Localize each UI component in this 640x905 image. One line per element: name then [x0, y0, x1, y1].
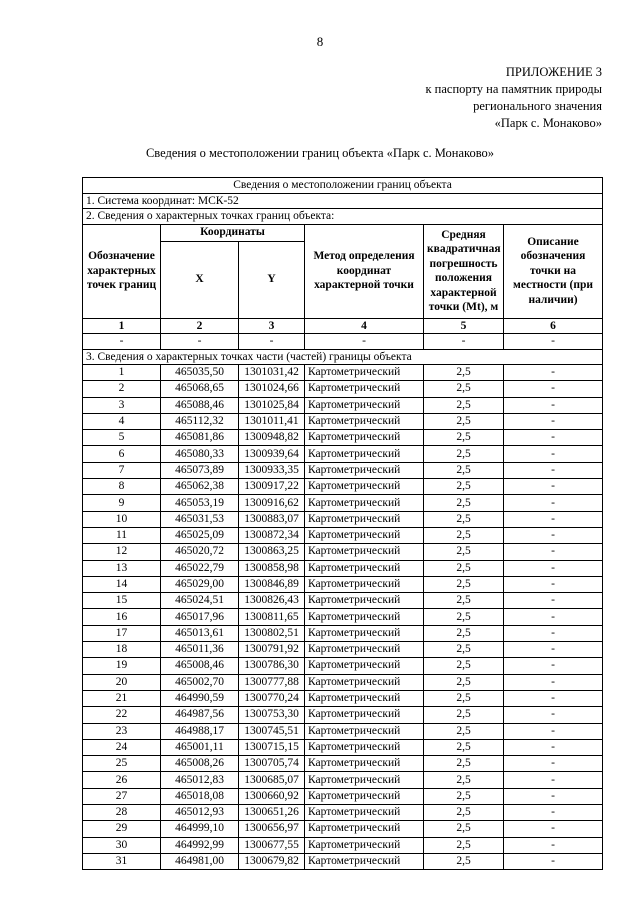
y-coordinate-cell: 1300948,82 — [239, 430, 305, 446]
y-coordinate-cell: 1300916,62 — [239, 495, 305, 511]
method-cell: Картометрический — [305, 658, 424, 674]
error-value-cell: 2,5 — [424, 772, 504, 788]
description-cell: - — [504, 772, 603, 788]
y-coordinate-cell: 1300685,07 — [239, 772, 305, 788]
description-cell: - — [504, 690, 603, 706]
error-value-cell: 2,5 — [424, 739, 504, 755]
y-coordinate-cell: 1300679,82 — [239, 853, 305, 869]
description-cell: - — [504, 413, 603, 429]
table-row — [83, 658, 603, 674]
method-cell: Картометрический — [305, 739, 424, 755]
error-value-cell: 2,5 — [424, 642, 504, 658]
method-cell: Картометрический — [305, 560, 424, 576]
x-coordinate-cell: 465017,96 — [161, 609, 239, 625]
y-coordinate-cell: 1300656,97 — [239, 821, 305, 837]
point-number-cell: 26 — [83, 772, 161, 788]
point-number-cell: 6 — [83, 446, 161, 462]
table-row — [83, 707, 603, 723]
point-number-cell: 14 — [83, 576, 161, 592]
x-coordinate-cell: 464987,56 — [161, 707, 239, 723]
empty-cell: - — [305, 334, 424, 350]
appendix-block — [425, 64, 602, 132]
method-cell: Картометрический — [305, 788, 424, 804]
table-row — [83, 430, 603, 446]
method-cell: Картометрический — [305, 593, 424, 609]
error-value-cell: 2,5 — [424, 658, 504, 674]
error-value-cell: 2,5 — [424, 462, 504, 478]
appendix-line: к паспорту на памятник природы — [425, 82, 602, 96]
table-row — [83, 544, 603, 560]
description-cell: - — [504, 805, 603, 821]
y-coordinate-cell: 1300786,30 — [239, 658, 305, 674]
point-number-cell: 1 — [83, 365, 161, 381]
x-coordinate-cell: 465081,86 — [161, 430, 239, 446]
method-cell: Картометрический — [305, 853, 424, 869]
point-number-cell: 28 — [83, 805, 161, 821]
point-number-cell: 11 — [83, 527, 161, 543]
table-row — [83, 609, 603, 625]
table-row — [83, 805, 603, 821]
error-value-cell: 2,5 — [424, 756, 504, 772]
y-coordinate-cell: 1300705,74 — [239, 756, 305, 772]
x-coordinate-cell: 465002,70 — [161, 674, 239, 690]
table-row — [83, 479, 603, 495]
x-coordinate-cell: 465008,46 — [161, 658, 239, 674]
empty-cell: - — [83, 334, 161, 350]
description-cell: - — [504, 462, 603, 478]
method-cell: Картометрический — [305, 723, 424, 739]
y-coordinate-cell: 1300933,35 — [239, 462, 305, 478]
description-cell: - — [504, 527, 603, 543]
table-row — [83, 788, 603, 804]
error-value-cell: 2,5 — [424, 593, 504, 609]
error-value-cell: 2,5 — [424, 495, 504, 511]
description-cell: - — [504, 560, 603, 576]
table-row — [83, 739, 603, 755]
method-cell: Картометрический — [305, 805, 424, 821]
x-coordinate-cell: 465018,08 — [161, 788, 239, 804]
y-coordinate-cell: 1301011,41 — [239, 413, 305, 429]
y-coordinate-cell: 1300777,88 — [239, 674, 305, 690]
column-number: 1 — [83, 318, 161, 334]
method-cell: Картометрический — [305, 511, 424, 527]
y-coordinate-cell: 1300753,30 — [239, 707, 305, 723]
header-coordinates: Координаты — [161, 224, 305, 241]
x-coordinate-cell: 465024,51 — [161, 593, 239, 609]
error-value-cell: 2,5 — [424, 365, 504, 381]
y-coordinate-cell: 1300770,24 — [239, 690, 305, 706]
y-coordinate-cell: 1300651,26 — [239, 805, 305, 821]
point-number-cell: 25 — [83, 756, 161, 772]
method-cell: Картометрический — [305, 544, 424, 560]
x-coordinate-cell: 465008,26 — [161, 756, 239, 772]
x-coordinate-cell: 464981,00 — [161, 853, 239, 869]
method-cell: Картометрический — [305, 707, 424, 723]
table-row — [83, 674, 603, 690]
y-coordinate-cell: 1300811,65 — [239, 609, 305, 625]
method-cell: Картометрический — [305, 381, 424, 397]
x-coordinate-cell: 465031,53 — [161, 511, 239, 527]
point-number-cell: 2 — [83, 381, 161, 397]
method-cell: Картометрический — [305, 642, 424, 658]
method-cell: Картометрический — [305, 397, 424, 413]
point-number-cell: 15 — [83, 593, 161, 609]
column-number: 5 — [424, 318, 504, 334]
point-number-cell: 19 — [83, 658, 161, 674]
method-cell: Картометрический — [305, 821, 424, 837]
method-cell: Картометрический — [305, 527, 424, 543]
y-coordinate-cell: 1300745,51 — [239, 723, 305, 739]
error-value-cell: 2,5 — [424, 576, 504, 592]
method-cell: Картометрический — [305, 837, 424, 853]
page-number: 8 — [316, 34, 324, 49]
y-coordinate-cell: 1300939,64 — [239, 446, 305, 462]
y-coordinate-cell: 1300791,92 — [239, 642, 305, 658]
error-value-cell: 2,5 — [424, 723, 504, 739]
point-number-cell: 29 — [83, 821, 161, 837]
table-row — [83, 365, 603, 381]
header-x: X — [161, 241, 239, 318]
header-method: Метод определения координат характерной точки — [305, 224, 424, 318]
point-number-cell: 5 — [83, 430, 161, 446]
header-error: Средняя квадратичная погрешность положения характерной точки (Mt), м — [424, 224, 504, 318]
description-cell: - — [504, 609, 603, 625]
table-row — [83, 772, 603, 788]
x-coordinate-cell: 465025,09 — [161, 527, 239, 543]
x-coordinate-cell: 465062,38 — [161, 479, 239, 495]
error-value-cell: 2,5 — [424, 853, 504, 869]
table-row — [83, 381, 603, 397]
section-2-heading: 2. Сведения о характерных точках границ объекта: — [83, 209, 603, 225]
x-coordinate-cell: 465022,79 — [161, 560, 239, 576]
error-value-cell: 2,5 — [424, 625, 504, 641]
section-3-heading: 3. Сведения о характерных точках части (частей) границы объекта — [83, 349, 603, 365]
table-row — [83, 821, 603, 837]
appendix-line: «Парк с. Монаково» — [494, 116, 602, 130]
table-row — [83, 837, 603, 853]
y-coordinate-cell: 1300846,89 — [239, 576, 305, 592]
error-value-cell: 2,5 — [424, 430, 504, 446]
description-cell: - — [504, 576, 603, 592]
x-coordinate-cell: 464999,10 — [161, 821, 239, 837]
y-coordinate-cell: 1300858,98 — [239, 560, 305, 576]
method-cell: Картометрический — [305, 495, 424, 511]
error-value-cell: 2,5 — [424, 381, 504, 397]
table-row — [83, 625, 603, 641]
empty-cell: - — [161, 334, 239, 350]
table-row — [83, 756, 603, 772]
description-cell: - — [504, 739, 603, 755]
empty-cell: - — [424, 334, 504, 350]
method-cell: Картометрический — [305, 479, 424, 495]
description-cell: - — [504, 430, 603, 446]
description-cell: - — [504, 642, 603, 658]
description-cell: - — [504, 593, 603, 609]
table-row — [83, 723, 603, 739]
y-coordinate-cell: 1300802,51 — [239, 625, 305, 641]
x-coordinate-cell: 465068,65 — [161, 381, 239, 397]
x-coordinate-cell: 465073,89 — [161, 462, 239, 478]
error-value-cell: 2,5 — [424, 805, 504, 821]
method-cell: Картометрический — [305, 674, 424, 690]
point-number-cell: 12 — [83, 544, 161, 560]
error-value-cell: 2,5 — [424, 707, 504, 723]
y-coordinate-cell: 1300917,22 — [239, 479, 305, 495]
description-cell: - — [504, 479, 603, 495]
error-value-cell: 2,5 — [424, 690, 504, 706]
description-cell: - — [504, 381, 603, 397]
description-cell: - — [504, 707, 603, 723]
point-number-cell: 27 — [83, 788, 161, 804]
error-value-cell: 2,5 — [424, 511, 504, 527]
appendix-line: регионального значения — [473, 99, 602, 113]
table-row — [83, 495, 603, 511]
table-row — [83, 413, 603, 429]
column-number: 6 — [504, 318, 603, 334]
description-cell: - — [504, 365, 603, 381]
error-value-cell: 2,5 — [424, 527, 504, 543]
method-cell: Картометрический — [305, 625, 424, 641]
description-cell: - — [504, 756, 603, 772]
point-number-cell: 10 — [83, 511, 161, 527]
point-number-cell: 9 — [83, 495, 161, 511]
y-coordinate-cell: 1300863,25 — [239, 544, 305, 560]
table-row — [83, 560, 603, 576]
description-cell: - — [504, 723, 603, 739]
header-designation: Обозначение характерных точек границ — [83, 224, 161, 318]
x-coordinate-cell: 465012,83 — [161, 772, 239, 788]
error-value-cell: 2,5 — [424, 544, 504, 560]
column-number: 2 — [161, 318, 239, 334]
point-number-cell: 30 — [83, 837, 161, 853]
point-number-cell: 4 — [83, 413, 161, 429]
x-coordinate-cell: 465088,46 — [161, 397, 239, 413]
point-number-cell: 13 — [83, 560, 161, 576]
y-coordinate-cell: 1301025,84 — [239, 397, 305, 413]
error-value-cell: 2,5 — [424, 837, 504, 853]
method-cell: Картометрический — [305, 756, 424, 772]
table-row — [83, 446, 603, 462]
x-coordinate-cell: 465020,72 — [161, 544, 239, 560]
column-number: 4 — [305, 318, 424, 334]
method-cell: Картометрический — [305, 430, 424, 446]
method-cell: Картометрический — [305, 576, 424, 592]
error-value-cell: 2,5 — [424, 479, 504, 495]
empty-cell: - — [504, 334, 603, 350]
header-y: Y — [239, 241, 305, 318]
header-description: Описание обозначения точки на местности (при наличии) — [504, 224, 603, 318]
error-value-cell: 2,5 — [424, 397, 504, 413]
error-value-cell: 2,5 — [424, 446, 504, 462]
point-number-cell: 16 — [83, 609, 161, 625]
error-value-cell: 2,5 — [424, 821, 504, 837]
method-cell: Картометрический — [305, 462, 424, 478]
table-row — [83, 642, 603, 658]
table-row — [83, 397, 603, 413]
error-value-cell: 2,5 — [424, 413, 504, 429]
error-value-cell: 2,5 — [424, 788, 504, 804]
y-coordinate-cell: 1300883,07 — [239, 511, 305, 527]
x-coordinate-cell: 465029,00 — [161, 576, 239, 592]
y-coordinate-cell: 1300826,43 — [239, 593, 305, 609]
y-coordinate-cell: 1301024,66 — [239, 381, 305, 397]
table-row — [83, 511, 603, 527]
description-cell: - — [504, 544, 603, 560]
method-cell: Картометрический — [305, 446, 424, 462]
description-cell: - — [504, 837, 603, 853]
description-cell: - — [504, 625, 603, 641]
description-cell: - — [504, 788, 603, 804]
description-cell: - — [504, 658, 603, 674]
x-coordinate-cell: 465013,61 — [161, 625, 239, 641]
description-cell: - — [504, 821, 603, 837]
description-cell: - — [504, 674, 603, 690]
point-number-cell: 23 — [83, 723, 161, 739]
table-row — [83, 593, 603, 609]
method-cell: Картометрический — [305, 365, 424, 381]
method-cell: Картометрический — [305, 690, 424, 706]
empty-cell: - — [239, 334, 305, 350]
x-coordinate-cell: 465112,32 — [161, 413, 239, 429]
boundary-table — [82, 177, 603, 870]
table-caption: Сведения о местоположении границ объекта — [83, 178, 603, 194]
x-coordinate-cell: 464992,99 — [161, 837, 239, 853]
x-coordinate-cell: 465012,93 — [161, 805, 239, 821]
description-cell: - — [504, 495, 603, 511]
x-coordinate-cell: 465001,11 — [161, 739, 239, 755]
table-row — [83, 462, 603, 478]
point-number-cell: 8 — [83, 479, 161, 495]
y-coordinate-cell: 1300872,34 — [239, 527, 305, 543]
point-number-cell: 24 — [83, 739, 161, 755]
error-value-cell: 2,5 — [424, 609, 504, 625]
x-coordinate-cell: 464988,17 — [161, 723, 239, 739]
description-cell: - — [504, 397, 603, 413]
method-cell: Картометрический — [305, 413, 424, 429]
x-coordinate-cell: 464990,59 — [161, 690, 239, 706]
table-row — [83, 527, 603, 543]
table-row — [83, 853, 603, 869]
point-number-cell: 18 — [83, 642, 161, 658]
point-number-cell: 17 — [83, 625, 161, 641]
method-cell: Картометрический — [305, 772, 424, 788]
y-coordinate-cell: 1300660,92 — [239, 788, 305, 804]
point-number-cell: 3 — [83, 397, 161, 413]
x-coordinate-cell: 465035,50 — [161, 365, 239, 381]
error-value-cell: 2,5 — [424, 674, 504, 690]
error-value-cell: 2,5 — [424, 560, 504, 576]
point-number-cell: 7 — [83, 462, 161, 478]
description-cell: - — [504, 446, 603, 462]
table-row — [83, 690, 603, 706]
description-cell: - — [504, 853, 603, 869]
point-number-cell: 31 — [83, 853, 161, 869]
appendix-line: ПРИЛОЖЕНИЕ 3 — [505, 65, 602, 79]
column-number: 3 — [239, 318, 305, 334]
y-coordinate-cell: 1300677,55 — [239, 837, 305, 853]
description-cell: - — [504, 511, 603, 527]
document-title: Сведения о местоположении границ объекта «Парк с. Монаково» — [145, 146, 495, 160]
point-number-cell: 21 — [83, 690, 161, 706]
point-number-cell: 20 — [83, 674, 161, 690]
y-coordinate-cell: 1300715,15 — [239, 739, 305, 755]
x-coordinate-cell: 465053,19 — [161, 495, 239, 511]
method-cell: Картометрический — [305, 609, 424, 625]
point-number-cell: 22 — [83, 707, 161, 723]
x-coordinate-cell: 465080,33 — [161, 446, 239, 462]
table-row — [83, 576, 603, 592]
y-coordinate-cell: 1301031,42 — [239, 365, 305, 381]
x-coordinate-cell: 465011,36 — [161, 642, 239, 658]
coordinate-system-row: 1. Система координат: МСК-52 — [83, 193, 603, 209]
